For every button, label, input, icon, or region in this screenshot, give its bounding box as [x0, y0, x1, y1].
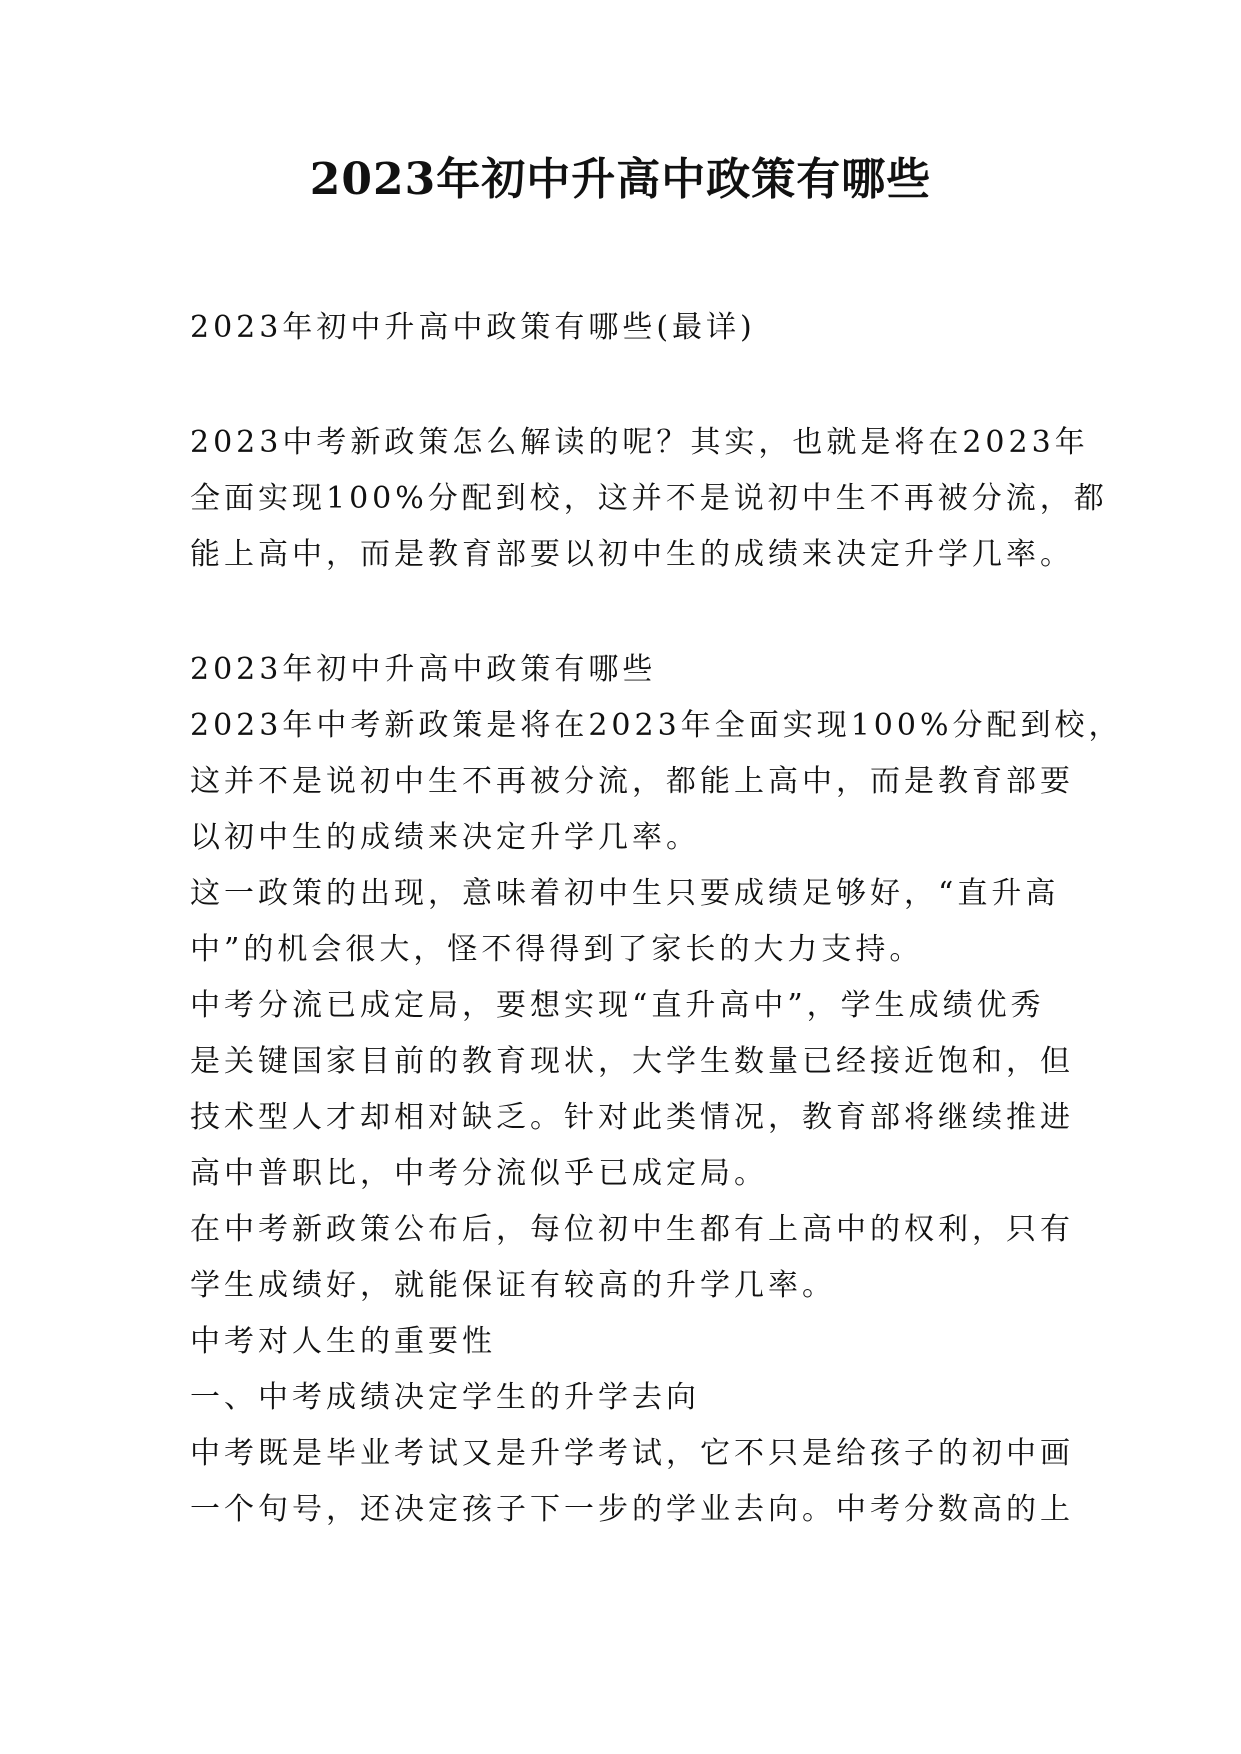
body-line: 这一政策的出现，意味着初中生只要成绩足够好，“直升高 — [190, 876, 1060, 911]
body-line: 在中考新政策公布后，每位初中生都有上高中的权利，只有 — [190, 1212, 1074, 1247]
body-line: 是关键国家目前的教育现状，大学生数量已经接近饱和，但 — [190, 1044, 1074, 1079]
body-line: 中考既是毕业考试又是升学考试，它不只是给孩子的初中画 — [190, 1436, 1074, 1471]
body-line: 一个句号，还决定孩子下一步的学业去向。中考分数高的上 — [190, 1492, 1074, 1527]
body-line: 这并不是说初中生不再被分流，都能上高中，而是教育部要 — [190, 764, 1074, 799]
body-line: 2023中考新政策怎么解读的呢？其实，也就是将在2023年 — [190, 425, 1089, 460]
body-line: 全面实现100%分配到校，这并不是说初中生不再被分流，都 — [190, 481, 1108, 516]
body-line: 高中普职比，中考分流似乎已成定局。 — [190, 1156, 768, 1191]
subtitle-line: 2023年初中升高中政策有哪些(最详) — [190, 310, 756, 345]
body-line: 技术型人才却相对缺乏。针对此类情况，教育部将继续推进 — [190, 1100, 1074, 1135]
section-heading: 中考对人生的重要性 — [190, 1324, 496, 1359]
sub-heading: 一、中考成绩决定学生的升学去向 — [190, 1380, 700, 1415]
section-heading: 2023年初中升高中政策有哪些 — [190, 652, 657, 687]
body-line: 能上高中，而是教育部要以初中生的成绩来决定升学几率。 — [190, 537, 1074, 572]
body-line: 中考分流已成定局，要想实现“直升高中”，学生成绩优秀 — [190, 988, 1045, 1023]
document-title: 2023年初中升高中政策有哪些 — [309, 154, 932, 205]
body-line: 学生成绩好，就能保证有较高的升学几率。 — [190, 1268, 836, 1303]
body-line: 2023年中考新政策是将在2023年全面实现100%分配到校， — [190, 708, 1123, 743]
body-line: 以初中生的成绩来决定升学几率。 — [190, 820, 700, 855]
body-line: 中”的机会很大，怪不得得到了家长的大力支持。 — [190, 932, 924, 967]
